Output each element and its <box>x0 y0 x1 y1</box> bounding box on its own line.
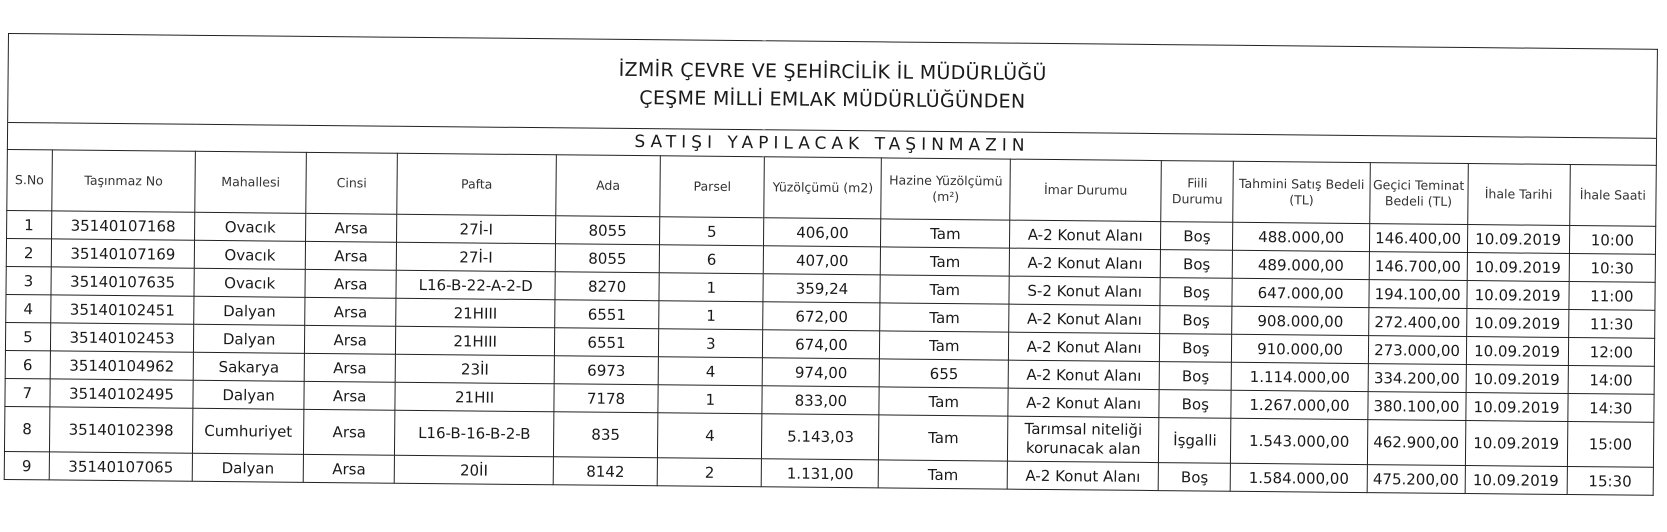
ada-cell: 6551 <box>554 328 659 357</box>
parsel-cell: 2 <box>657 458 762 487</box>
imar-durumu-cell: A-2 Konut Alanı <box>1009 248 1160 277</box>
ihale-tarihi-cell: 10.09.2019 <box>1467 225 1569 254</box>
ihale-tarihi-cell: 10.09.2019 <box>1465 393 1567 422</box>
hazine-yuzolcumu-cell: Tam <box>881 247 1010 276</box>
cinsi-cell: Arsa <box>303 409 395 455</box>
ihale-tarihi-cell: 10.09.2019 <box>1466 337 1568 366</box>
parsel-cell: 4 <box>658 413 763 459</box>
ihale-saati-cell: 11:30 <box>1568 309 1655 338</box>
teminat-bedel-cell: 194.100,00 <box>1369 280 1467 309</box>
ada-cell: 7178 <box>554 384 659 413</box>
mahalle-cell: Ovacık <box>195 212 306 241</box>
imar-durumu-cell: A-2 Konut Alanı <box>1008 388 1159 417</box>
ada-cell: 8270 <box>555 272 660 301</box>
tahmini-bedel-cell: 908.000,00 <box>1232 306 1368 335</box>
teminat-bedel-cell: 334.200,00 <box>1368 364 1466 393</box>
imar-durumu-cell: A-2 Konut Alanı <box>1009 332 1160 361</box>
imar-durumu-cell: A-2 Konut Alanı <box>1007 461 1158 490</box>
hazine-yuzolcumu-cell: Tam <box>879 387 1008 416</box>
ada-cell: 835 <box>553 412 658 458</box>
header-ihale-tarihi: İhale Tarihi <box>1467 164 1570 226</box>
sno-cell: 9 <box>4 451 49 479</box>
yuzolcumu-cell: 359,24 <box>763 274 880 303</box>
ihale-saati-cell: 11:00 <box>1569 281 1656 310</box>
fiili-durumu-cell: Boş <box>1160 334 1233 363</box>
fiili-durumu-cell: Boş <box>1161 222 1234 251</box>
tasinmaz-no-cell: 35140102453 <box>50 323 194 352</box>
ihale-tarihi-cell: 10.09.2019 <box>1466 281 1568 310</box>
fiili-durumu-cell: Boş <box>1158 463 1231 492</box>
sno-cell: 2 <box>6 238 51 266</box>
fiili-durumu-cell: İşgalli <box>1159 418 1232 464</box>
sno-cell: 7 <box>5 378 50 406</box>
ihale-saati-cell: 10:00 <box>1569 225 1656 254</box>
fiili-durumu-cell: Boş <box>1160 250 1233 279</box>
header-hazine-yuzolcumu: Hazine Yüzölçümü (m²) <box>881 158 1010 220</box>
yuzolcumu-cell: 672,00 <box>763 302 880 331</box>
sno-cell: 3 <box>6 266 51 294</box>
header-sno: S.No <box>7 149 52 210</box>
mahalle-cell: Ovacık <box>194 268 305 297</box>
pafta-cell: 21HII <box>395 382 554 412</box>
header-imar-durumu: İmar Durumu <box>1010 159 1162 221</box>
ihale-saati-cell: 15:00 <box>1567 421 1654 467</box>
tasinmaz-no-cell: 35140104962 <box>50 351 194 380</box>
sno-cell: 6 <box>5 350 50 378</box>
tahmini-bedel-cell: 1.584.000,00 <box>1231 463 1367 492</box>
ada-cell: 6551 <box>555 300 660 329</box>
hazine-yuzolcumu-cell: Tam <box>880 303 1009 332</box>
teminat-bedel-cell: 475.200,00 <box>1367 465 1465 494</box>
parsel-cell: 1 <box>658 385 763 414</box>
teminat-bedel-cell: 272.400,00 <box>1368 308 1466 337</box>
ihale-saati-cell: 10:30 <box>1569 253 1656 282</box>
teminat-bedel-cell: 146.700,00 <box>1369 252 1467 281</box>
header-gecici-teminat-bedeli: Geçici Teminat Bedeli (TL) <box>1369 163 1467 225</box>
parsel-cell: 1 <box>659 301 764 330</box>
yuzolcumu-cell: 833,00 <box>762 386 879 415</box>
cinsi-cell: Arsa <box>304 325 396 354</box>
ada-cell: 8055 <box>555 244 660 273</box>
teminat-bedel-cell: 146.400,00 <box>1369 224 1467 253</box>
hazine-yuzolcumu-cell: Tam <box>881 219 1010 248</box>
ihale-tarihi-cell: 10.09.2019 <box>1465 466 1567 495</box>
sno-cell: 8 <box>4 406 49 451</box>
header-mahallesi: Mahallesi <box>195 151 306 213</box>
parsel-cell: 5 <box>660 217 765 246</box>
pafta-cell: 23İI <box>396 354 555 384</box>
tahmini-bedel-cell: 1.267.000,00 <box>1231 390 1367 419</box>
fiili-durumu-cell: Boş <box>1160 306 1233 335</box>
ihale-tarihi-cell: 10.09.2019 <box>1466 309 1568 338</box>
tahmini-bedel-cell: 1.114.000,00 <box>1232 362 1368 391</box>
fiili-durumu-cell: Boş <box>1159 362 1232 391</box>
mahalle-cell: Dalyan <box>194 324 305 353</box>
pafta-cell: L16-B-16-B-2-B <box>395 410 554 457</box>
tasinmaz-no-cell: 35140107635 <box>51 267 195 296</box>
parsel-cell: 3 <box>659 329 764 358</box>
mahalle-cell: Cumhuriyet <box>193 408 304 454</box>
table-subtitle: SATIŞI YAPILACAK TAŞINMAZIN <box>7 123 1656 166</box>
imar-durumu-cell: A-2 Konut Alanı <box>1009 304 1160 333</box>
hazine-yuzolcumu-cell: Tam <box>879 460 1008 489</box>
tahmini-bedel-cell: 647.000,00 <box>1232 278 1368 307</box>
mahalle-cell: Dalyan <box>192 453 303 482</box>
pafta-cell: L16-B-22-A-2-D <box>396 270 555 300</box>
tasinmaz-no-cell: 35140107065 <box>49 452 193 481</box>
parsel-cell: 4 <box>658 357 763 386</box>
tasinmaz-no-cell: 35140102495 <box>50 379 194 408</box>
teminat-bedel-cell: 273.000,00 <box>1368 336 1466 365</box>
mahalle-cell: Sakarya <box>193 352 304 381</box>
title-line-1: İZMİR ÇEVRE VE ŞEHİRCİLİK İL MÜDÜRLÜĞÜ <box>618 58 1047 85</box>
cinsi-cell: Arsa <box>305 241 397 270</box>
tasinmaz-no-cell: 35140102451 <box>50 295 194 324</box>
imar-durumu-cell: Tarımsal niteliği korunacak alan <box>1008 416 1159 462</box>
header-tahmini-satis-bedeli: Tahmini Satış Bedeli (TL) <box>1233 161 1370 223</box>
pafta-cell: 27İ-I <box>397 242 556 272</box>
header-pafta: Pafta <box>397 153 556 216</box>
tahmini-bedel-cell: 910.000,00 <box>1232 334 1368 363</box>
ihale-saati-cell: 14:00 <box>1568 365 1655 394</box>
tasinmaz-no-cell: 35140102398 <box>49 407 193 453</box>
imar-durumu-cell: A-2 Konut Alanı <box>1010 220 1161 249</box>
cinsi-cell: Arsa <box>305 269 397 298</box>
header-ada: Ada <box>556 155 661 217</box>
header-yuzolcumu: Yüzölçümü (m2) <box>764 157 882 219</box>
teminat-bedel-cell: 462.900,00 <box>1367 420 1465 466</box>
yuzolcumu-cell: 406,00 <box>764 218 881 247</box>
cinsi-cell: Arsa <box>303 454 395 483</box>
pafta-cell: 27İ-I <box>397 214 556 244</box>
header-cinsi: Cinsi <box>306 152 398 214</box>
announcement-sheet <box>4 33 1658 496</box>
hazine-yuzolcumu-cell: 655 <box>880 359 1009 388</box>
cinsi-cell: Arsa <box>304 381 396 410</box>
ihale-saati-cell: 15:30 <box>1567 466 1654 495</box>
ihale-tarihi-cell: 10.09.2019 <box>1465 421 1568 467</box>
sno-cell: 5 <box>5 322 50 350</box>
tahmini-bedel-cell: 488.000,00 <box>1233 222 1369 251</box>
header-ihale-saati: İhale Saati <box>1569 164 1656 226</box>
imar-durumu-cell: A-2 Konut Alanı <box>1008 360 1159 389</box>
pafta-cell: 20İI <box>395 455 554 485</box>
yuzolcumu-cell: 5.143,03 <box>762 414 879 460</box>
tasinmaz-no-cell: 35140107168 <box>51 211 195 240</box>
document-title <box>8 34 1658 139</box>
yuzolcumu-cell: 1.131,00 <box>762 459 879 488</box>
yuzolcumu-cell: 974,00 <box>763 358 880 387</box>
cinsi-cell: Arsa <box>305 297 397 326</box>
yuzolcumu-cell: 674,00 <box>763 330 880 359</box>
mahalle-cell: Dalyan <box>194 296 305 325</box>
header-parsel: Parsel <box>660 156 765 218</box>
ihale-saati-cell: 14:30 <box>1567 393 1654 422</box>
sno-cell: 4 <box>6 294 51 322</box>
property-sale-table <box>4 33 1658 496</box>
tahmini-bedel-cell: 489.000,00 <box>1233 250 1369 279</box>
header-tasinmaz-no: Taşınmaz No <box>51 150 195 212</box>
mahalle-cell: Dalyan <box>193 380 304 409</box>
pafta-cell: 21HIII <box>396 326 555 356</box>
ihale-saati-cell: 12:00 <box>1568 337 1655 366</box>
tahmini-bedel-cell: 1.543.000,00 <box>1231 418 1368 464</box>
cinsi-cell: Arsa <box>304 353 396 382</box>
header-fiili-durumu: Fiili Durumu <box>1161 161 1234 223</box>
cinsi-cell: Arsa <box>305 213 397 242</box>
mahalle-cell: Ovacık <box>195 240 306 269</box>
parsel-cell: 6 <box>659 245 764 274</box>
hazine-yuzolcumu-cell: Tam <box>879 415 1008 461</box>
sno-cell: 1 <box>7 210 52 238</box>
ada-cell: 8055 <box>555 216 660 245</box>
hazine-yuzolcumu-cell: Tam <box>880 331 1009 360</box>
fiili-durumu-cell: Boş <box>1160 278 1233 307</box>
imar-durumu-cell: S-2 Konut Alanı <box>1009 276 1160 305</box>
hazine-yuzolcumu-cell: Tam <box>880 275 1009 304</box>
ada-cell: 6973 <box>554 356 659 385</box>
yuzolcumu-cell: 407,00 <box>764 246 881 275</box>
ada-cell: 8142 <box>553 457 658 486</box>
tasinmaz-no-cell: 35140107169 <box>51 239 195 268</box>
title-line-2: ÇEŞME MİLLİ EMLAK MÜDÜRLÜĞÜNDEN <box>639 87 1026 113</box>
parsel-cell: 1 <box>659 273 764 302</box>
teminat-bedel-cell: 380.100,00 <box>1367 392 1465 421</box>
fiili-durumu-cell: Boş <box>1159 390 1232 419</box>
pafta-cell: 21HIII <box>396 298 555 328</box>
ihale-tarihi-cell: 10.09.2019 <box>1466 365 1568 394</box>
ihale-tarihi-cell: 10.09.2019 <box>1467 253 1569 282</box>
